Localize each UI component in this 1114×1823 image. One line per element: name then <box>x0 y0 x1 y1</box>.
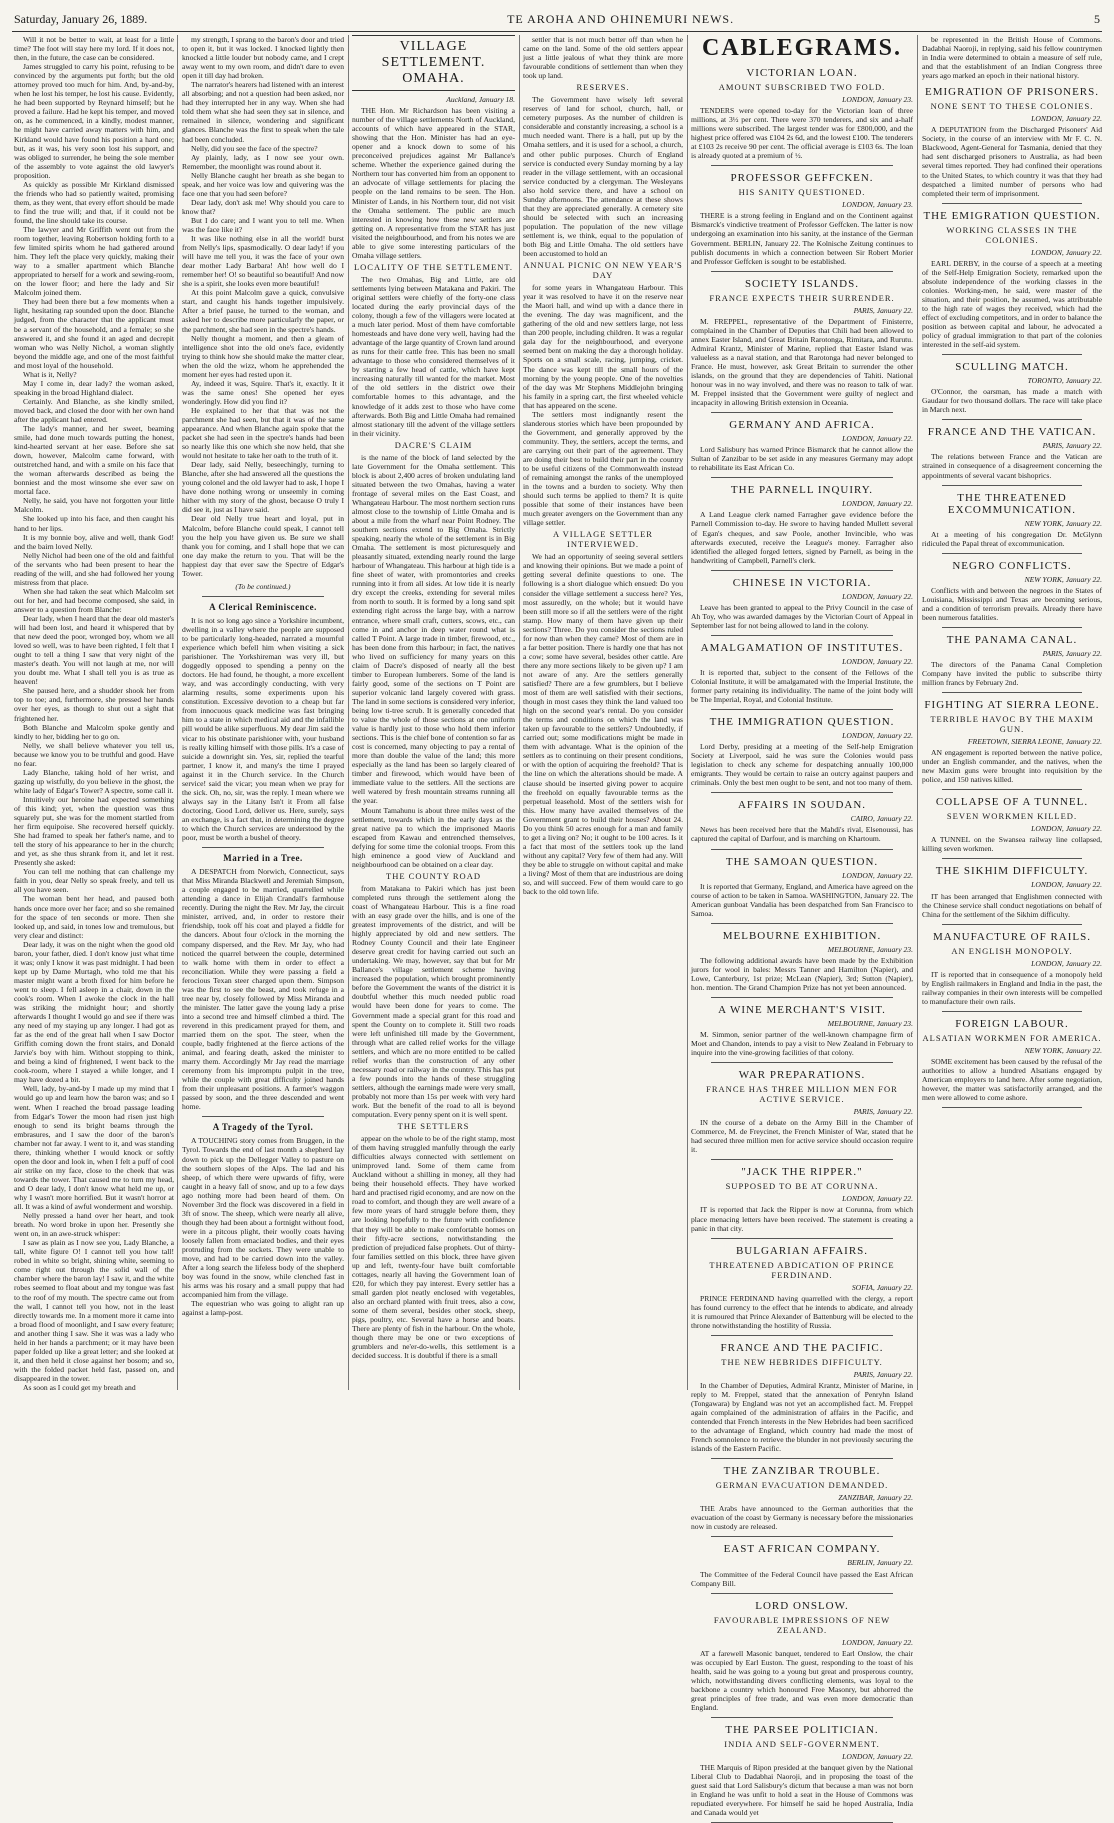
cablegram-item <box>691 799 913 849</box>
article-married <box>182 867 344 1111</box>
para-county-road: from Matakana to Pakiri which has just been completed runs through the settlement along the coast of Whangateau Harbour. This is a fine road with an easy grade over the hills, and is one of the greatest improvements of the district, and will be highly appreciated by old and new settlers. The Rodney County Council and their late Engineer deserve great credit for having carried out such an undertaking. We may, however, say that but for Mr Ballance's village settlement scheme having increased the population, which brought prominently before the Government the wants of the district it is doubtful whether this much needed public road would have been done for years to come. The Government made a special grant for this road and spent the County on to complete it. Still two roads were left unfinished till made by the Government, through what are called relief works for the village settlers, and which are no more entitled to be called relief works than the construction of any other necessary road or railway in the country. This has put a few pounds into the hands of these struggling settlers, although the earnings made were very small, probably not more than 15s per week with very hard work. But the benefit of the road to all is beyond computation. Every penny spent on it is well spent. <box>352 883 515 1120</box>
cablegram-dateline: LONDON, January 22. <box>842 434 913 444</box>
paragraph: Nelly, did you see the face of the spectre? <box>191 143 318 153</box>
article-clerical <box>182 616 344 842</box>
cablegram-dateline: LONDON, January 22. <box>842 591 913 601</box>
cablegram-dateline: LONDON, January 22. <box>842 870 913 880</box>
cablegram-item <box>922 426 1102 485</box>
cablegram-headline: FOREIGN LABOUR. <box>955 1017 1069 1030</box>
section-rule <box>711 635 893 636</box>
cablegram-headline: THE SIKHIM DIFFICULTY. <box>935 865 1089 878</box>
cablegram-text: IN the course of a debate on the Army Bill in the Chamber of Commerce, M. de Freycinet, the French Minister of War, stated that he had secured three million men for active service should occasion require it. <box>691 1118 913 1155</box>
paragraph: He explained to her that that was not the parchment she had seen, but that it was of the same appearance. And when Blanche again spoke that the packet she had seen in the spectre's hands had been so nearly like this one which she now held, that she would not hesitate to take her oath to the truth of it. <box>182 405 344 461</box>
cablegram-headline: AMALGAMATION OF INSTITUTES. <box>700 641 904 654</box>
section-rule <box>942 1107 1082 1108</box>
cablegram-text: EARL DERBY, in the course of a speech at a meeting of the Self-Help Emigration Society, remarked upon the absolute independence of the working classes in the colonies. Working-men, he said, were master of the situation, and their position, he assumed, was attributable to the high rate of wages they received, which had the effect of excluding competitors, and in order to balance the position as between capital and labour, he advocated a policy of gradual immigration to that part of the colonies interested in the self-aid system. <box>922 258 1102 350</box>
paragraph: Dear old Nelly true heart and loyal, put in Malcolm, before Blanche could speak, I cannot tell you the help you have given us. Be sure we shall thank you for coming, and I shall hope that we can one day make the return to you. That will be the happiest day that ever saw the Spectre of Edgar's Tower. <box>182 514 344 578</box>
paragraph: Nelly Blanche caught her breath as she began to speak, and her voice was low and quivering was the face one that you had seen before? <box>182 170 344 198</box>
section-rule <box>202 847 324 848</box>
subhead-locality: LOCALITY OF THE SETTLEMENT. <box>353 261 514 272</box>
cablegram-dateline: PARIS, January 22. <box>853 305 913 315</box>
section-rule <box>711 923 893 924</box>
cablegram-text: The directors of the Panama Canal Completion Company have invited the public to subscribe thirty million francs by February 2nd. <box>922 659 1102 688</box>
cablegram-item <box>691 1166 913 1238</box>
cablegram-item <box>922 931 1102 1012</box>
cablegram-dateline: PARIS, January 22. <box>1042 441 1102 451</box>
cablegram-item <box>691 1342 913 1459</box>
paragraph: Dear lady, it was on the night when the good old baron, your father, died. I don't know just what time it was; only I know it was past midnight. I had been kept up by Dame Murtagh, who told me that his master might want a broth fixed for him before he went to sleep. I fell asleep in a chair, down in the cook's room. When I awoke the clock in the hall was striking the midnight hour; and shortly afterwards I thought I would go and see if there was any need of my staying up any longer. I had got as far as the end of the great hall when I saw Doctor Griffith coming down the front stairs, and Donald Jarvie's boy with him. Without stopping to think, and being a kind of frightened, I went back to the cook-room, where I stayed a while longer, and I may have dozed a bit. <box>14 939 174 1085</box>
column-6-cablegrams-cont <box>922 35 1102 1390</box>
cablegram-headline: AFFAIRS IN SOUDAN. <box>737 799 867 812</box>
cablegram-text: A TUNNEL on the Swansea railway line collapsed, killing seven workmen. <box>922 835 1102 854</box>
cablegram-headline: SOCIETY ISLANDS. <box>745 277 859 290</box>
cablegram-subhead: SEVEN WORKMEN KILLED. <box>946 811 1078 822</box>
cablegram-item <box>691 642 913 710</box>
article-continued <box>523 35 683 80</box>
cablegram-headline: A WINE MERCHANT'S VISIT. <box>718 1004 886 1016</box>
section-rule <box>711 1062 893 1063</box>
cablegram-headline: THE ZANZIBAR TROUBLE. <box>723 1465 881 1478</box>
section-rule <box>942 789 1082 790</box>
cablegram-text: O'Connor, the oarsman, has made a match with Gaudaur for two thousand dollars. The race will take place in March next. <box>922 387 1102 415</box>
paragraph: James struggled to carry his point, refusing to be convinced by the arguments put forth; but the old attorney proved too much for him. And, by-and-by, when he lost his temper, he lost his cause. Evidently, he had been supported by Reynard himself; but he proved a failure. Had he kept his temper, and moved on, as he commenced, in a kindly, modest manner, he might have carried away matters with him, and Kirkland would have found his position a hard one; but, as it was, his very soon lost his support, and was obliged to surrender, he being the sole member of the assembly to vote against the old lawyer's proposition. <box>14 62 174 180</box>
cablegram-headline: EAST AFRICAN COMPANY. <box>723 1543 881 1556</box>
paragraph: As soon as I could get my breath and <box>23 1382 136 1392</box>
cablegram-subhead: AMOUNT SUBSCRIBED TWO FOLD. <box>718 82 886 92</box>
para-settlers-resent: The settlers most indignantly resent the slanderous stories which have been propounded by the Government, and generally approved by the community. They, the settlers, accept the terms, and are carrying out their part of the agreement. They are doing their best to build their part in the country to be useful citizens of the Commonwealth instead of remaining amongst the ranks of the unemployed in the towns and a burden to society. Why then should such terms be applied to them? It is quite possible that some of their instances have been much greater avengers on the Government than any village settler. <box>523 409 683 528</box>
cablegram-text: AT a farewell Masonic banquet, tendered to Earl Onslow, the chair was occupied by Earl Euston. The guest, responding to the toast of his health, said he was going to a young but great and prosperous country, which, notwithstanding divers conflicting elements, was loyal to the backbone a country which honoured Free Masonry, but abhorred the great principles of free trade, and was even more democratic than England. <box>691 1648 913 1712</box>
paragraph: What is it, Nelly? <box>23 369 77 379</box>
section-rule <box>942 354 1082 355</box>
para-mount: Mount Tamahunu is about three miles west of the settlement, towards which in the early days as the great native pa to which the imprisoned Maoris escaped from Kawau and entrenched themselves, defying for some time the colonial troops. From this high eminence a good view of Auckland and neighbourhood can be obtained on a clear day. <box>352 805 515 869</box>
cablegram-text: IT has been arranged that Englishmen connected with the Chinese service shall conduct negotiations on behalf of China for the settlement of the Sikhim difficulty. <box>922 891 1102 919</box>
cablegram-subhead: HIS SANITY QUESTIONED. <box>738 187 866 198</box>
cablegram-dateline: LONDON, January 22. <box>1031 958 1102 968</box>
section-rule <box>942 485 1082 486</box>
masthead-title: TE AROHA AND OHINEMURI NEWS. <box>507 11 735 26</box>
cablegram-dateline: LONDON, January 23. <box>842 95 913 104</box>
para-interview: We had an opportunity of seeing several settlers and knowing their opinions. But we made a point of getting several definite questions to one. The following is a short dialogue which ensued: Do you consider the village settlement a success here? Yes, most assuredly, on the whole; but it would have been still more so if all the settlers were of the right stamp. How many of them have given up their sections? Three. Do you consider the sections ruled for now than when they came? Most of them are in a far better position. There is hardly one that has not a cow; some have several, besides other cattle. Are there any more sections likely to be given up? I am not aware of any. Are the settlers generally satisfied? There are a few grumblers, but I believe most of them are well satisfied with their sections, though in most cases they think the land valued too high on the second year's rental. Do you consider the terms and conditions on which the land was taken up favourable to the settlers? Undoubtedly, if carried out; some modifications might be made in them with advantage. What is the opinion of the settlers as to continuing on their present conditions, or with the option of acquiring the freehold? That is the line on which the alterations should be made. A clause should be inserted giving power to acquire the freehold on equally favourable terms as the perpetual leasehold. Most of the settlers wish for this. How many have availed themselves of the Government grant to build their houses? About 24. Do you think 50 acres enough for a man and family to get a living on? No; it ought to be 100 acres. Is it a fact that most of the settlers took up the land without any capital? Very few of them had any. Will they be able to struggle on without capital and make a living? Most of them that are industrious are doing so, and will succeed. Few of them would care to go back to the old town life. <box>523 552 683 897</box>
subhead-dacre: DACRE'S CLAIM <box>394 439 473 450</box>
cablegram-item <box>922 634 1102 693</box>
subhead-interviewed: A VILLAGE SETTLER INTERVIEWED. <box>553 529 653 550</box>
cablegram-text: M. FREPPEL, representative of the Department of Finisterre, complained in the Chamber of Deputies that Chili had been allowed to annex Easter Island, and Great Britain Rarotonga, Rimitara, and Rurutu. Admiral Krantz, Minister of Marine, replied that Easter Island was valueless as a naval station, and that Rarotonga had never belonged to France. He must, however, ask Great Britain to surrender the other islands, on the ground that they are dependencies of Tahiti. National honour was in no way involved, and there was no reason to talk of war. M. Freppel insisted that the Government were guilty of neglect and incapacity in allowing British extension in Oceania. <box>691 316 913 408</box>
paragraph: It was like nothing else in all the world! burst from Nelly's lips, spasmodically. O dear lady! if you will have me tell you, it was the face of your own dear mother Lady Barbara! Ah! how well do I remember her! O! so beautiful so beautiful! And now she is a spirit, she looks even more beautiful! <box>182 234 344 289</box>
paragraph: May I come in, dear lady? the woman asked, speaking in the broad Highland dialect. <box>14 378 174 397</box>
para-dacre: is the name of the block of land selected by the late Government for the Omaha settlement. This block is about 2,400 acres of broken undulating land situated between the two Omahas, having a water frontage of several miles on the East Coast, and Whangateau Harbour. The most northern section runs almost close to the township of Little Omaha and is about a mile from the wharf near Point Rodney. The southern sections extend to Big Omaha. Strictly speaking, nearly the whole of the settlement is in Big Omaha. The settlement is most picturesquely and pleasantly situated, extending nearly round the large harbour of Whangateau. This harbour at high tide is a fine sheet of water, with promontories and creeks running into it from all sides. At low tide it is nearly dry except the creeks, extending for several miles from north to south. It is formed by a long sand spit extending right across the large bay, with a narrow entrance, where small craft, cutters, scows, etc., can come in and anchor in deep water round what is called T Point. A large trade in timber, firewood, etc., has been done from this harbour; in fact, the natives who lived on sufficiency for many years on this claim of Dacre's disposed of nearly all the best timber to European lumberers. Some of the land is fairly good, some of the sections on T Point are superior volcanic land largely covered with grass. The land in some sections is considered very inferior, being low ti-tree scrub. It is generally conceded that to value the whole of those sections at one uniform value is hardly just to those who hold them inferior sections. This is the chief bone of contention so far as cost is concerned, many objecting to pay a rental of more than double the value of the land; this more especially as the land has been so largely cleared of timber and firewood, which would have been of immediate value to the settlers. All the sections are well watered by fresh mountain streams running all the year. <box>352 452 515 806</box>
cablegram-subhead: SUPPOSED TO BE AT CORUNNA. <box>725 1181 879 1192</box>
cablegram-item <box>691 1543 913 1593</box>
section-rule <box>942 924 1082 925</box>
paragraph: Dear lady, said Nelly, beseechingly, turning to Blanche, after she had answered all the questions the young colonel and the old lawyer had to ask, I hope I have done nothing wrong or unseemly in coming hither with my story of the ghost, because O truly I did see it, just as I have said. <box>182 460 344 515</box>
column-divider <box>177 35 178 1390</box>
cablegram-headline: COLLAPSE OF A TUNNEL. <box>935 796 1089 809</box>
section-rule <box>711 477 893 478</box>
cablegram-text: Leave has been granted to appeal to the Privy Council in the case of Ah Toy, who was awarded damages by the Victorian Court of Appeal in September last for not being allowed to land in the colony. <box>691 602 913 630</box>
cablegram-dateline: FREETOWN, SIERRA LEONE, January 22. <box>967 737 1102 747</box>
cablegram-item <box>691 1069 913 1160</box>
cablegram-dateline: NEW YORK, January 22. <box>1024 574 1102 584</box>
paragraph: They had been there but a few moments when a light, hesitating rap sounded upon the door. Blanche judged, from the character that the applicant must be a servant of the household, and a female; so she answered it, and she found it an aged and decrepit woman who was Nelly Nichol, a woman slightly beyond the middle age, and one of the most faithful and most loyal of the household. <box>14 297 174 370</box>
section-rule <box>711 1238 893 1239</box>
cablegram-item <box>691 930 913 998</box>
section-rule <box>711 271 893 272</box>
paragraph: You can tell me nothing that can challenge my faith in you, dear Nelly so speak freely, and tell us all you have seen. <box>14 867 174 895</box>
paragraph: It is my bonnie boy, alive and well, thank God! and the bairn loved Nelly. <box>14 532 174 551</box>
paragraph: Certainly. And Blanche, as she kindly smiled, moved back, and closed the door with her own hand after the applicant had entered. <box>14 396 174 424</box>
cablegram-item <box>922 865 1102 924</box>
section-rule <box>711 412 893 413</box>
page-number: 5 <box>1093 11 1100 26</box>
paragraph: Dear lady, don't ask me! Why should you care to know that? <box>182 197 344 216</box>
cablegram-text: It is reported that, subject to the consent of the Fellows of the Colonial Institute, it will be amalgamated with the Imperial Institute, the former party retaining its individuality. The name of the joint body will be The Imperial, Royal, and Colonial Institute. <box>691 667 913 705</box>
column-4-village-settlement-cont <box>523 35 683 1390</box>
paragraph: Ay plainly, lady, as I now see your own. Remember, the moonlight was round about it. <box>182 152 344 171</box>
subhead-settlers: THE SETTLERS <box>397 1121 470 1132</box>
cablegram-text: PRINCE FERDINAND having quarrelled with the clergy, a report has found currency to the effect that he intends to abdicate, and already it is rumoured that Prince Alexander of Battenburg will be elected to the throne notwithstanding the hostility of Russia. <box>691 1293 913 1330</box>
paragraph: The lady's manner, and her sweet, beaming smile, had done much towards putting the honest, kind-hearted servant at her ease. Before she sat down, however, Malcolm came forward, with outstretched hand, and with a smile on his face that the woman afterwards described as being the bonniest and the most winsome she ever saw on mortal face. <box>14 424 174 497</box>
paragraph: Both Blanche and Malcolm spoke gently and kindly to her, bidding her to go on. <box>14 722 174 741</box>
cablegram-headline: THE PANAMA CANAL. <box>946 633 1078 646</box>
cablegram-text: In the Chamber of Deputies, Admiral Krantz, Minister of Marine, in reply to M. Freppel, stated that the annexation of Penryhn Island (Tongawara) by England was not yet an accomplished fact. M. Freppel again complained of the administration of affairs in the Pacific, and contended that French interests in the New Hebrides had been sacrificed to the advantage of England, which country had made the most of French somnolence to retrieve the blunder in not previously securing the islands of the Eastern Pacific. <box>691 1380 913 1454</box>
paragraph: Will it not be better to wait, at least for a little time? The foot will stay here my lord. If it does not, then, in the future, the case can be considered. <box>14 35 174 63</box>
cablegram-headline: VICTORIAN LOAN. <box>746 67 858 79</box>
section-rule <box>711 792 893 793</box>
cablegram-text: IT is reported that Jack the Ripper is now at Corunna, from which place menacing letters have been received. The statement is creating a panic in that city. <box>691 1205 913 1233</box>
cablegram-headline: FIGHTING AT SIERRA LEONE. <box>924 699 1100 712</box>
cablegram-item <box>691 419 913 478</box>
cablegram-item <box>922 1018 1102 1108</box>
cablegram-dateline: LONDON, January 22. <box>1031 880 1102 890</box>
cablegram-headline: CHINESE IN VICTORIA. <box>732 576 872 589</box>
column-divider <box>687 35 688 1390</box>
article-intro <box>352 106 515 260</box>
paragraph: Ay, indeed it was, Squire. That's it, exactly. It it was the same ones! She opened her eyes wonderingly. How did you find it? <box>182 378 344 406</box>
cablegram-item <box>691 716 913 793</box>
cablegram-subhead: GERMAN EVACUATION DEMANDED. <box>715 1480 889 1491</box>
paragraph: She looked up into his face, and then caught his hand to her lips. <box>14 514 174 533</box>
cablegram-text: A DEPUTATION from the Discharged Prisoners' Aid Society, in the course of an interview with Mr F. C. N. Blackwood, Agent-General for Tasmania, denied that they had sent discharged prisoners to Australia, as had been several times reported. They had confined their operations to the United States, to which country it was that they had despatched a limited number of persons who had completed their term of imprisonment. <box>922 125 1102 198</box>
cablegram-item <box>691 1245 913 1336</box>
cablegram-headline: GERMANY AND AFRICA. <box>729 419 875 432</box>
section-rule <box>711 165 893 166</box>
section-rule <box>711 849 893 850</box>
column-3-village-settlement <box>352 35 515 1390</box>
headline-line-1: VILLAGE SETTLEMENT. <box>381 39 486 70</box>
cablegram-item <box>922 361 1102 420</box>
cablegram-text: A Land League clerk named Farragher gave evidence before the Parnell Commission to-day. He swore to having handed Mullett several of Egan's cheques, and saw Poole, another Invincible, who was afterwards executed, receive the League's money. Farragher also identified the alleged forged letters, signed by Parnell, as being in the handwriting of Campbell, Parnell's clerk. <box>691 510 913 565</box>
para-picnic: for some years in Whangateau Harbour. This year it was resolved to have it on the reserve near the Maori hall, and wind up with a dance there in the evening. The day was magnificent, and the gathering of the old and new settlers large, not less than 200 people, including children. It was a regular gala day for the neighbourhood, and everyone seemed bent on making the day a thorough holiday. Sports on a small scale, racing, jumping, cricket. The dance was kept till the small hours of the morning by the young people. One of the novelties of the day was Mr Stephens Middlejohn bringing his family in a spring cart, the first wheeled vehicle that has appeared on the scene. <box>523 283 683 410</box>
cablegram-headline: SCULLING MATCH. <box>955 361 1069 374</box>
cablegram-subhead: NONE SENT TO THESE COLONIES. <box>930 101 1094 112</box>
cablegram-headline: THE EMIGRATION QUESTION. <box>923 209 1101 222</box>
paragraph: The equestrian who was going to alight ran up against a lamp-post. <box>182 1299 344 1318</box>
paragraph: As quickly as possible Mr Kirkland dismissed the friends who had so patiently waited, promising them, as they went, that every effort should be made to find the true will; and that, if it could not be found, the line should take its course. <box>14 179 174 225</box>
paragraph: Nelly, he said, you have not forgotten your little Malcolm. <box>14 496 174 515</box>
section-rule <box>711 1593 893 1594</box>
cablegram-list-continued <box>922 86 1102 1108</box>
masthead-rule <box>12 31 1102 32</box>
cablegram-text: THE Marquis of Ripon presided at the banquet given by the National Liberal Club to Dadabhai Naoroji, and in proposing the toast of the guest said that Lord Salisbury's dictum that because a man was not born in England he was unfit to hold a seat in the House of Commons was repudiated everywhere. For himself he said he hoped Australia, India and Canada would yet <box>691 1763 913 1818</box>
subhead-picnic: ANNUAL PICNIC ON NEW YEAR'S DAY <box>523 260 683 281</box>
section-rule <box>942 553 1082 554</box>
section-rule <box>942 1011 1082 1012</box>
cablegram-headline: LORD ONSLOW. <box>755 1599 849 1612</box>
section-rule <box>711 570 893 571</box>
to-be-continued: (To be continued.) <box>235 581 291 591</box>
cablegram-dateline: CAIRO, January 22. <box>850 814 913 824</box>
cablegram-item <box>691 1600 913 1718</box>
cablegram-dateline: MELBOURNE, January 23. <box>827 1019 913 1028</box>
cablegram-item <box>691 577 913 636</box>
cablegram-text: News has been received here that the Mahdi's rival, Elsenoussi, has captured the capital of Darfour, and is marching on Khartoum. <box>691 825 913 844</box>
cablegram-dateline: PARIS, January 22. <box>1042 648 1102 658</box>
cablegram-list <box>691 67 913 1823</box>
cablegram-headline: FRANCE AND THE VATICAN. <box>927 426 1097 439</box>
paragraph: At this point Malcolm gave a quick, convulsive start, and caught his hands together impulsively. After a brief pause, he turned to the woman, and asked her to describe more particularly the paper, or the parchment, she had seen in the spectre's hands. <box>182 288 344 334</box>
column-2 <box>182 35 344 1390</box>
paragraph: my strength, I sprang to the baron's door and tried to open it, but it was locked. I knocked lightly then knocked a little louder but nobody came, and I crept away went to my own room, and didn't dare to even open it till day had broken. <box>182 35 344 81</box>
cablegram-headline: MANUFACTURE OF RAILS. <box>932 930 1091 943</box>
cablegram-subhead: FRANCE HAS THREE MILLION MEN FOR ACTIVE SERVICE. <box>706 1084 898 1105</box>
cablegram-dateline: ZANZIBAR, January 22. <box>838 1493 913 1503</box>
cablegram-subhead: ALSATIAN WORKMEN FOR AMERICA. <box>922 1032 1102 1043</box>
article-tyrol <box>182 1136 344 1317</box>
paragraph: I saw as plain as I now see you, Lady Blanche, a tall, white figure O! I cannot tell you how tall! robed in white so bright, shining white, seeming to come right out through the solid wall of the chamber where the baron lay! I saw it, and the white robes seemed to float about and my tongue was fast to the roof of my mouth. The spectre came out from the wall, I cannot tell you how, not in the least directly towards me. In a moment more it came into a broad flood of moonlight, and I saw every feature; and another thing I saw. She it was was a lady who held in her hands a parchment; or it may have been paper folded up like a great letter; and she looked at it, and then held it close against her bosom; and so, with the folded packet held fast, passed on, and disappeared in the tower. <box>14 1238 174 1383</box>
section-rule <box>711 1159 893 1160</box>
headline-line-2: OMAHA. <box>402 71 465 86</box>
section-rule <box>942 419 1082 420</box>
cablegram-headline: "JACK THE RIPPER." <box>741 1166 863 1179</box>
cablegram-text: It is reported that Germany, England, and America have agreed on the course of action to be taken in Samoa. WASHINGTON, January 22. The American gunboat Vandalia has been despatched from San Francisco to Samoa. <box>691 881 913 918</box>
paragraph: Intuitively our heroine had expected something of this kind; yet, when the question was thus squarely put, she was for the moment startled from her firm equipoise. She recovered herself quickly. She had framed to speak her father's name, and to tell the story of his appearance to her in the church; and yet, as she thus shrank from it, and let it rest. Presently she asked: <box>14 794 174 868</box>
cablegram-headline: EMIGRATION OF PRISONERS. <box>924 86 1100 99</box>
para-settlers: appear on the whole to be of the right stamp, most of them having struggled manfully through the early difficulties always connected with settlement on unimproved land. Some of them came from Auckland without a shilling in money, all they had being their household effects. They have worked hard and practised rigid economy, and are now on the road to comfort, and though they are well aware of a few more years of hard struggle before them, they are looking hopefully to the future with confidence that they will be able to make comfortable homes on their fifty-acre sections, notwithstanding the prediction of prejudiced false prophets. Out of thirty-four families settled on this block, three have given up and left, twenty-four have built comfortable cottages, nearly all having the Government loan of £20, for which they pay interest. Every settler has a small garden plot neatly enclosed with vegetables, also an orchard planted with fruit trees, also a cow, some of them several, besides other stock, sheep, pigs, poultry, etc. Several have a horse and boats. There are plenty of fish in the harbour. On the whole, though there may be one or two exceptions of grumblers and ne'er-do-wells, this settlement is a decided success. It is doubtful if there is a small <box>352 1134 515 1361</box>
paragraph: When she had taken the seat which Malcolm set out for her, and had become composed, she said, in answer to a question from Blanche: <box>14 586 174 614</box>
cablegram-subhead: INDIA AND SELF-GOVERNMENT. <box>724 1738 880 1749</box>
cablegram-subhead: WORKING CLASSES IN THE COLONIES. <box>946 224 1078 245</box>
cablegram-item <box>691 67 913 166</box>
paragraph: Nelly, we shall believe whatever you tell us, because we know you to be truthful and good. Have no fear. <box>14 740 174 768</box>
cablegram-text: The following additional awards have been made by the Exhibition jurors for wool in bales: Messrs Tanner and Hamilton (Napier), and Lowe, Canterbury, 1st prize; McLean (Napier), 3rd; Sutton (Napier), hon. mention. The Grand Champion Prize has not yet been announced. <box>691 955 913 992</box>
cablegram-headline: WAR PREPARATIONS. <box>738 1069 866 1082</box>
paragraph: The lawyer and Mr Griffith went out from the room together, leaving Robertson holding forth to a few limited spirits whom he had gathered around him. They left the place very quickly, making their way to a smaller apartment which Blanche appropriated to herself for a work and sewing-room, on the lower floor; and here the lady and Sir Malcolm joined them. <box>14 224 174 298</box>
cablegram-item <box>691 1724 913 1823</box>
cablegram-text: The relations between France and the Vatican are strained in consequence of a disagreement concerning the appointments of several vacant bishoprics. <box>922 452 1102 480</box>
cablegram-headline: THE IMMIGRATION QUESTION. <box>709 716 895 729</box>
cablegram-dateline: LONDON, January 22. <box>1031 824 1102 834</box>
cablegram-item <box>922 560 1102 628</box>
paragraph: Nelly pressed a hand over her heart, and took breath. No word broke in upon her. Presently she went on, in an awe-struck whisper: <box>14 1211 174 1239</box>
section-rule <box>711 709 893 710</box>
paragraph: It is not so long ago since a Yorkshire incumbent, dwelling in a valley where the people are supposed to be particularly long-headed, narrated a mournful experience which befell him when visiting a sick parishioner. The Yorkshireman was very ill, but doggedly opposed to spending a penny on the doctors. He had found, he thought, a more excellent way, and was accordingly conducting, with very alarming results, some experiments upon his constitution. Excessive devotion to a cheap but far from innocuous quack medicine was fast bringing him to a state in which medical aid and the infallible pill would be alike superfluous. My dear Jim said the vicar to his obstinate parishioner with, your husband is really killing himself with those pills. It's a case of suicide a downright sin. Yes, sir, replied the tearful partner, I know it, and many's the time I prayed against it in the Church service. In the Church service! said the vicar; you mean when we pray for the sick. Oh, no, sir, was the reply. I mean where we always say in the Litany Isn't it From all false doctoring, Good Lord, deliver us. Here, surely, says an exchange, is a fact that, in determining the degree to which the Church services are understood by the poor, must be worth a bushel of theory. <box>182 615 344 843</box>
paragraph: Nelly thought a moment, and then a gleam of intelligence shot into the old one's face, evidently trying to think how she should make the matter clear, when the old the wizz, whom he apprehended the moment her eyes had rested upon it. <box>182 333 344 379</box>
paragraph: Well, lady, by-and-by I made up my mind that I would go up and learn how the baron was; and so I went. When I reached the broad passage leading from Edgar's Tower the moon had risen just high enough to send its bright beams through the embrasures, and I saw the door of the baron's chamber not far away. I went to it, and was standing there, thinking whether I would knock or softly open the door and look in, when I felt a puff of cool air strike on my face, close to the cheek that was towards the tower. That caused me to turn my head, and O dear lady, I don't know what held me up, or why I wasn't more horrified. But it wasn't horror at all. It was a kind of awful wonderment and worship. <box>14 1084 174 1212</box>
cablegram-item <box>922 86 1102 203</box>
cablegram-text: THE Arabs have announced to the German authorities that the evacuation of the coast by Germany is necessary before the missionaries now in custody are released. <box>691 1504 913 1532</box>
cablegram-subhead: FRANCE EXPECTS THEIR SURRENDER. <box>709 292 895 303</box>
heading-tyrol: A Tragedy of the Tyrol. <box>212 1122 314 1133</box>
cablegram-subhead: TERRIBLE HAVOC BY THE MAXIM GUN. <box>930 714 1094 735</box>
column-divider <box>519 35 520 1390</box>
cablegram-dateline: LONDON, January 22. <box>1031 247 1102 257</box>
cablegram-item <box>922 492 1102 554</box>
cablegram-dateline: LONDON, January 22. <box>842 499 913 509</box>
cablegrams-headline: CABLEGRAMS. <box>701 35 903 61</box>
cablegram-item <box>691 856 913 924</box>
heading-married: Married in a Tree. <box>223 853 303 864</box>
cablegram-headline: BULGARIAN AFFAIRS. <box>735 1244 869 1257</box>
section-rule <box>711 997 893 998</box>
cablegram-text: M. Simmon, senior partner of the well-known champagne firm of Moet and Chandon, intends to pay a visit to New Zealand in February to inquire into the vine-growing facilities of that colony. <box>691 1030 913 1058</box>
cablegram-dateline: LONDON, January 22. <box>842 1194 913 1204</box>
cablegram-headline: MELBOURNE EXHIBITION. <box>722 929 882 942</box>
paragraph: Nelly Nichol had been one of the old and faithful of the servants who had been present to hear the reading of the will, and she had followed her young mistress from that place. <box>14 550 174 587</box>
section-rule <box>942 203 1082 204</box>
heading-clerical: A Clerical Reminiscence. <box>209 601 317 612</box>
cablegram-dateline: LONDON, January 22. <box>842 1751 913 1761</box>
para-locality: The two Omahas, Big and Little, are old settlements lying between Matakana and Pakiri. The original settlers were chiefly of the forty-one class located during the early provincial days of the colony, though a few of the villagers were located at a much later period. Most of them have comfortable homesteads and have done very well, having had the advantage of the large quantity of Crown land around as runs for their cattle free. This has been no small advantage to those who considered themselves of it by starting a few head of cattle, which have kept increasing naturally till wanted for the market. Most of the old settlers in the district owe their comfortable homes to this advantage, and the knowledge of it adds zest to those who have come afterwards. Both Big and Little Omaha had remained almost stationary till the advent of the village settlers in their vicinity. <box>352 274 515 438</box>
cablegram-subhead: THE NEW HEBRIDES DIFFICULTY. <box>721 1356 883 1367</box>
cablegram-dateline: MELBOURNE, January 23. <box>827 944 913 954</box>
cablegram-item <box>691 172 913 271</box>
cablegram-text: The Committee of the Federal Council have passed the East African Company Bill. <box>691 1569 913 1588</box>
cablegram-text: Conflicts with and between the negroes in the States of Louisiana, Mississippi and Texas are becoming serious, and a condition of terrorism prevails. Already there have been numerous fatalities. <box>922 585 1102 622</box>
cablegram-item <box>922 699 1102 790</box>
cablegram-text: At a meeting of his congregation Dr. McGlynn ridiculed the Papal threat of excommunication. <box>922 529 1102 548</box>
cablegram-item <box>691 1465 913 1537</box>
column-5-cablegrams <box>691 35 913 1818</box>
cablegram-dateline: LONDON, January 22. <box>842 731 913 741</box>
column-divider <box>917 35 918 1390</box>
paragraph: A TOUCHING story comes from Bruggen, in the Tyrol. Towards the end of last month a shepherd lay down to pick up the Dellegger Valley to pasture on the southern slopes of the Alps. The lad and his sheep, of which there were upwards of fifty, were caught in a heavy fall of snow, and up to a few days ago nothing more had been heard of them. On November 3rd the flock was discovered in a field in 3ft of snow. The sheep, which were nearly all alive, though they had been about a fortnight without food, were in a pitcous plight, their woolly coats having loosely fallen from emaciated bodies, and their eyes protruding from the sockets. They were unable to move, and had to be carried down into the valley. After a long search the lifeless body of the shepherd boy was found in the snow, while clenched fast in his arms was his rosary and a small puppy that had accompanied him from the village. <box>182 1136 344 1300</box>
section-rule <box>711 1458 893 1459</box>
cablegram-text: IT is reported that in consequence of a monopoly held by English railmakers in England and India in the past, the railway companies in their own interests will be compelled to manufacture their own rails. <box>922 969 1102 1006</box>
cablegram-text: Lord Derby, presiding at a meeting of the Self-help Emigration Society at Liverpool, said he was sure the Colonies would pass legislation to check any scheme for despatching annually 100,000 emigrants. They would be certain to raise an outcry against paupers and criminals. Only the best men ought to be sent, and not too many of them. <box>691 742 913 788</box>
section-rule <box>711 1335 893 1336</box>
cablegram-text: AN engagement is reported between the native police, under an English commander, and the natives, when the new Maxim guns were brought into requisition by the police, and 150 natives killed. <box>922 748 1102 785</box>
para-reserves: The Government have wisely left several reserves of land for school, church, hall, or cemetery purposes. As the number of children is considerable and constantly increasing, a school is a much needed want. There is a hall, put up by the Omaha settlers, and it is used for a school, a church, and other public purposes. Church of England service is conducted every Sunday morning by a lay reader in the village settlement, with an occasional service conducted by a clergyman. The Wesleyans also hold service there, and have a school on Sunday afternoons. The attendance at these shows that they are appreciated generally. A cemetery site should be selected with such an increasing population. The population of the new village settlement is, we think, equal to the population of both Big and Little Omaha. The old settlers have been accustomed to hold an <box>523 95 683 259</box>
cablegram-headline: THE PARSEE POLITICIAN. <box>725 1723 879 1736</box>
paragraph: settler that is not much better off than when he came on the land. Some of the old settlers appear just a little jealous of what they think are more favourable conditions of settlement than when they took up land. <box>523 35 683 81</box>
cablegram-subhead: AN ENGLISH MONOPOLY. <box>951 945 1073 956</box>
cablegram-item <box>922 210 1102 356</box>
cablegram-item <box>691 278 913 414</box>
cablegram-item <box>922 796 1102 859</box>
cablegram-dateline: NEW YORK, January 22. <box>1024 518 1102 528</box>
cablegram-dateline: LONDON, January 22. <box>842 656 913 666</box>
dateline: Auckland, January 18. <box>446 95 515 104</box>
paragraph: Lady Blanche, taking hold of her wrist, and gazing up wistfully, do you believe in the ghost, the white lady of Edgar's Tower? A spectre, some call it. <box>14 767 174 795</box>
paragraph: A DESPATCH from Norwich, Connecticut, says that Miss Miranda Blackwell and Jeremiah Simpson, a couple engaged to be married, quarrelled while attending a dance in Elijah Crandall's farmhouse recently. During the night the Rev. Mr Jay, the circuit minister, arrived, and, in order to restore their friendship, took off his coat and played a fiddle for the dancers. About four o'clock in the morning the company dispersed, and the Rev. Mr Jay, who had noticed the quarrel between the couple, determined to walk home with them in order to effect a reconciliation. While they were passing a field a ferocious Texan steer charged upon them. Simpson was the first to see the beast, and took refuge in a tree near by, closely followed by Miss Miranda and the minister. The latter gave the young lady a prise into a second tree and himself climbed a third. The reverend in this predicament prayed for them, and married them on the spot. The steer, when the couple, badly frightened at the fierce actions of the animal, and fearing death, asked the minister to marry them. Accordingly Mr Jay read the marriage ceremony from his impromptu pulpit in the tree, while the couple with great difficulty joined hands from their unpleasant positions. A farmer's waggon passed by soon, and the three descended and went home. <box>182 867 344 1112</box>
para-parsee-continued: be represented in the British House of Commons. Dadabhai Naoroji, in replying, said his fellow countrymen in India were determined to obtain a measure of self rule, and that the establishment of an Indian Congress three years ago marked an epoch in their national history. <box>922 35 1102 81</box>
cablegram-dateline: NEW YORK, January 22. <box>1024 1045 1102 1055</box>
paragraph: Dear lady, when I heard that the dear old master's will had been lost, and heard it whispered that by that new deed the poor, wronged boy, whom we all loved so well, was to have been righted, I felt that I ought to tell a thing I saw that very night of the master's death. You will not laugh at me, nor will you doubt me. What I shall tell you is as true as heaven! <box>14 614 174 687</box>
cablegram-dateline: LONDON, January 22. <box>1031 114 1102 124</box>
village-settlement-headline <box>352 35 515 91</box>
section-rule <box>202 596 324 597</box>
cablegram-dateline: PARIS, January 22. <box>853 1107 913 1117</box>
paragraph: But I do care; and I want you to tell me. When was the face like it? <box>182 215 344 234</box>
cablegram-subhead: FAVOURABLE IMPRESSIONS OF NEW ZEALAND. <box>713 1614 891 1635</box>
section-rule <box>942 858 1082 859</box>
masthead <box>14 10 1100 28</box>
serial-story-continued <box>182 35 344 578</box>
cablegram-headline: NEGRO CONFLICTS. <box>952 559 1072 572</box>
section-rule <box>942 692 1082 693</box>
paragraph: The narrator's hearers had listened with an interest all absorbing; and not a question had been asked, nor had they interrupted her in any way. When she had told them what she had seen they sat in silence, and remained in silence, wondering and significant glances. Blanche was the first to speak when the tale had been concluded. <box>182 80 344 144</box>
cablegram-text: SOME excitement has been caused by the refusal of the authorities to allow a hundred Alsatians engaged by American employers to land here. After some negotiation, however, the matter was satisfactorily arranged, and the men were allowed to come ashore. <box>922 1056 1102 1103</box>
section-rule <box>711 1536 893 1537</box>
cablegram-dateline: LONDON, January 22. <box>842 1637 913 1647</box>
paragraph: She paused here, and a shudder shook her from top to toe; and, furthermore, she pressed her hands over her eyes, as though to shut out a sight that frightened her. <box>14 686 174 723</box>
cablegram-headline: PROFESSOR GEFFCKEN. <box>730 172 874 185</box>
paragraph: THE Hon. Mr Richardson has been visiting a number of the village settlements North of Auckland, accounts of which have appeared in the STAR, showing that the Hon. Minister has had an eye-opener and a knock down to some of his preconceived prejudices against Mr Ballance's scheme. Whether the experience gained during the Northern tour has converted him from an opponent to an advocate of village settlements for placing the people on the land remains to be seen. The Hon. Minister of Lands, in his Northern tour, did not visit the Omaha settlement. The public are much interested in knowing how these new settlers are getting on. A representative from the STAR has just visited the neighbourhood, and from his notes we are able to give some interesting particulars of the Omaha village settlers. <box>352 106 515 260</box>
cablegram-subhead: THREATENED ABDICATION OF PRINCE FERDINAND. <box>709 1259 895 1280</box>
cablegram-dateline: TORONTO, January 22. <box>1027 376 1102 386</box>
cablegram-dateline: BERLIN, January 22. <box>847 1558 913 1568</box>
cablegram-headline: FRANCE AND THE PACIFIC. <box>720 1341 884 1354</box>
paragraph: The woman bent her head, and paused both hands once more over her face; and so she remained for the space of ten seconds or more. Then she looked up, and said, in tones low and tremulous, but very clear and distinct: <box>14 894 174 940</box>
section-rule <box>942 627 1082 628</box>
subhead-reserves: RESERVES. <box>576 82 630 93</box>
cablegram-item <box>691 484 913 570</box>
column-divider <box>348 35 349 1390</box>
cablegram-headline: THE PARNELL INQUIRY. <box>730 484 874 497</box>
cablegram-item <box>691 1004 913 1063</box>
subhead-county-road: THE COUNTY ROAD <box>386 870 481 881</box>
masthead-date: Saturday, January 26, 1889. <box>14 11 148 26</box>
cablegram-text: Lord Salisbury has warned Prince Bismarck that he cannot allow the Sultan of Zanzibar to be set aside in any measures Germany may adopt to rehabilitate its East African Co. <box>691 445 913 473</box>
cablegram-text: TENDERS were opened to-day for the Victorian loan of three millions, at 3½ per cent. There were 370 tenderers, and six and a-half millions were subscribed. The largest tender was for £800,000, and the highest price offered was £104 2s 6d, and the lowest £100. The tenderers at £103 2s receive 90 per cent. The official average is £103 6s. The loan is already quoted at a premium of ½. <box>691 106 913 161</box>
cablegram-text: THERE is a strong feeling in England and on the Continent against Bismarck's vindictive treatment of Professor Geffcken. The latter is now undergoing an examination into his sanity, at the instance of the German Government. BERLIN, January 22. The Kolnische Zeitung continues to publish documents in which a connection between Sir Robert Morier and Professor Geffcken is sought to be established. <box>691 211 913 266</box>
cablegram-headline: THE THREATENED EXCOMMUNICATION. <box>947 491 1077 516</box>
cablegram-dateline: PARIS, January 22. <box>853 1369 913 1379</box>
column-1-serial-story <box>14 35 174 1390</box>
section-rule <box>202 1116 324 1117</box>
section-rule <box>711 1717 893 1718</box>
cablegram-headline: THE SAMOAN QUESTION. <box>725 855 879 868</box>
cablegram-dateline: SOFIA, January 22. <box>851 1282 913 1292</box>
cablegram-dateline: LONDON, January 23. <box>842 200 913 210</box>
